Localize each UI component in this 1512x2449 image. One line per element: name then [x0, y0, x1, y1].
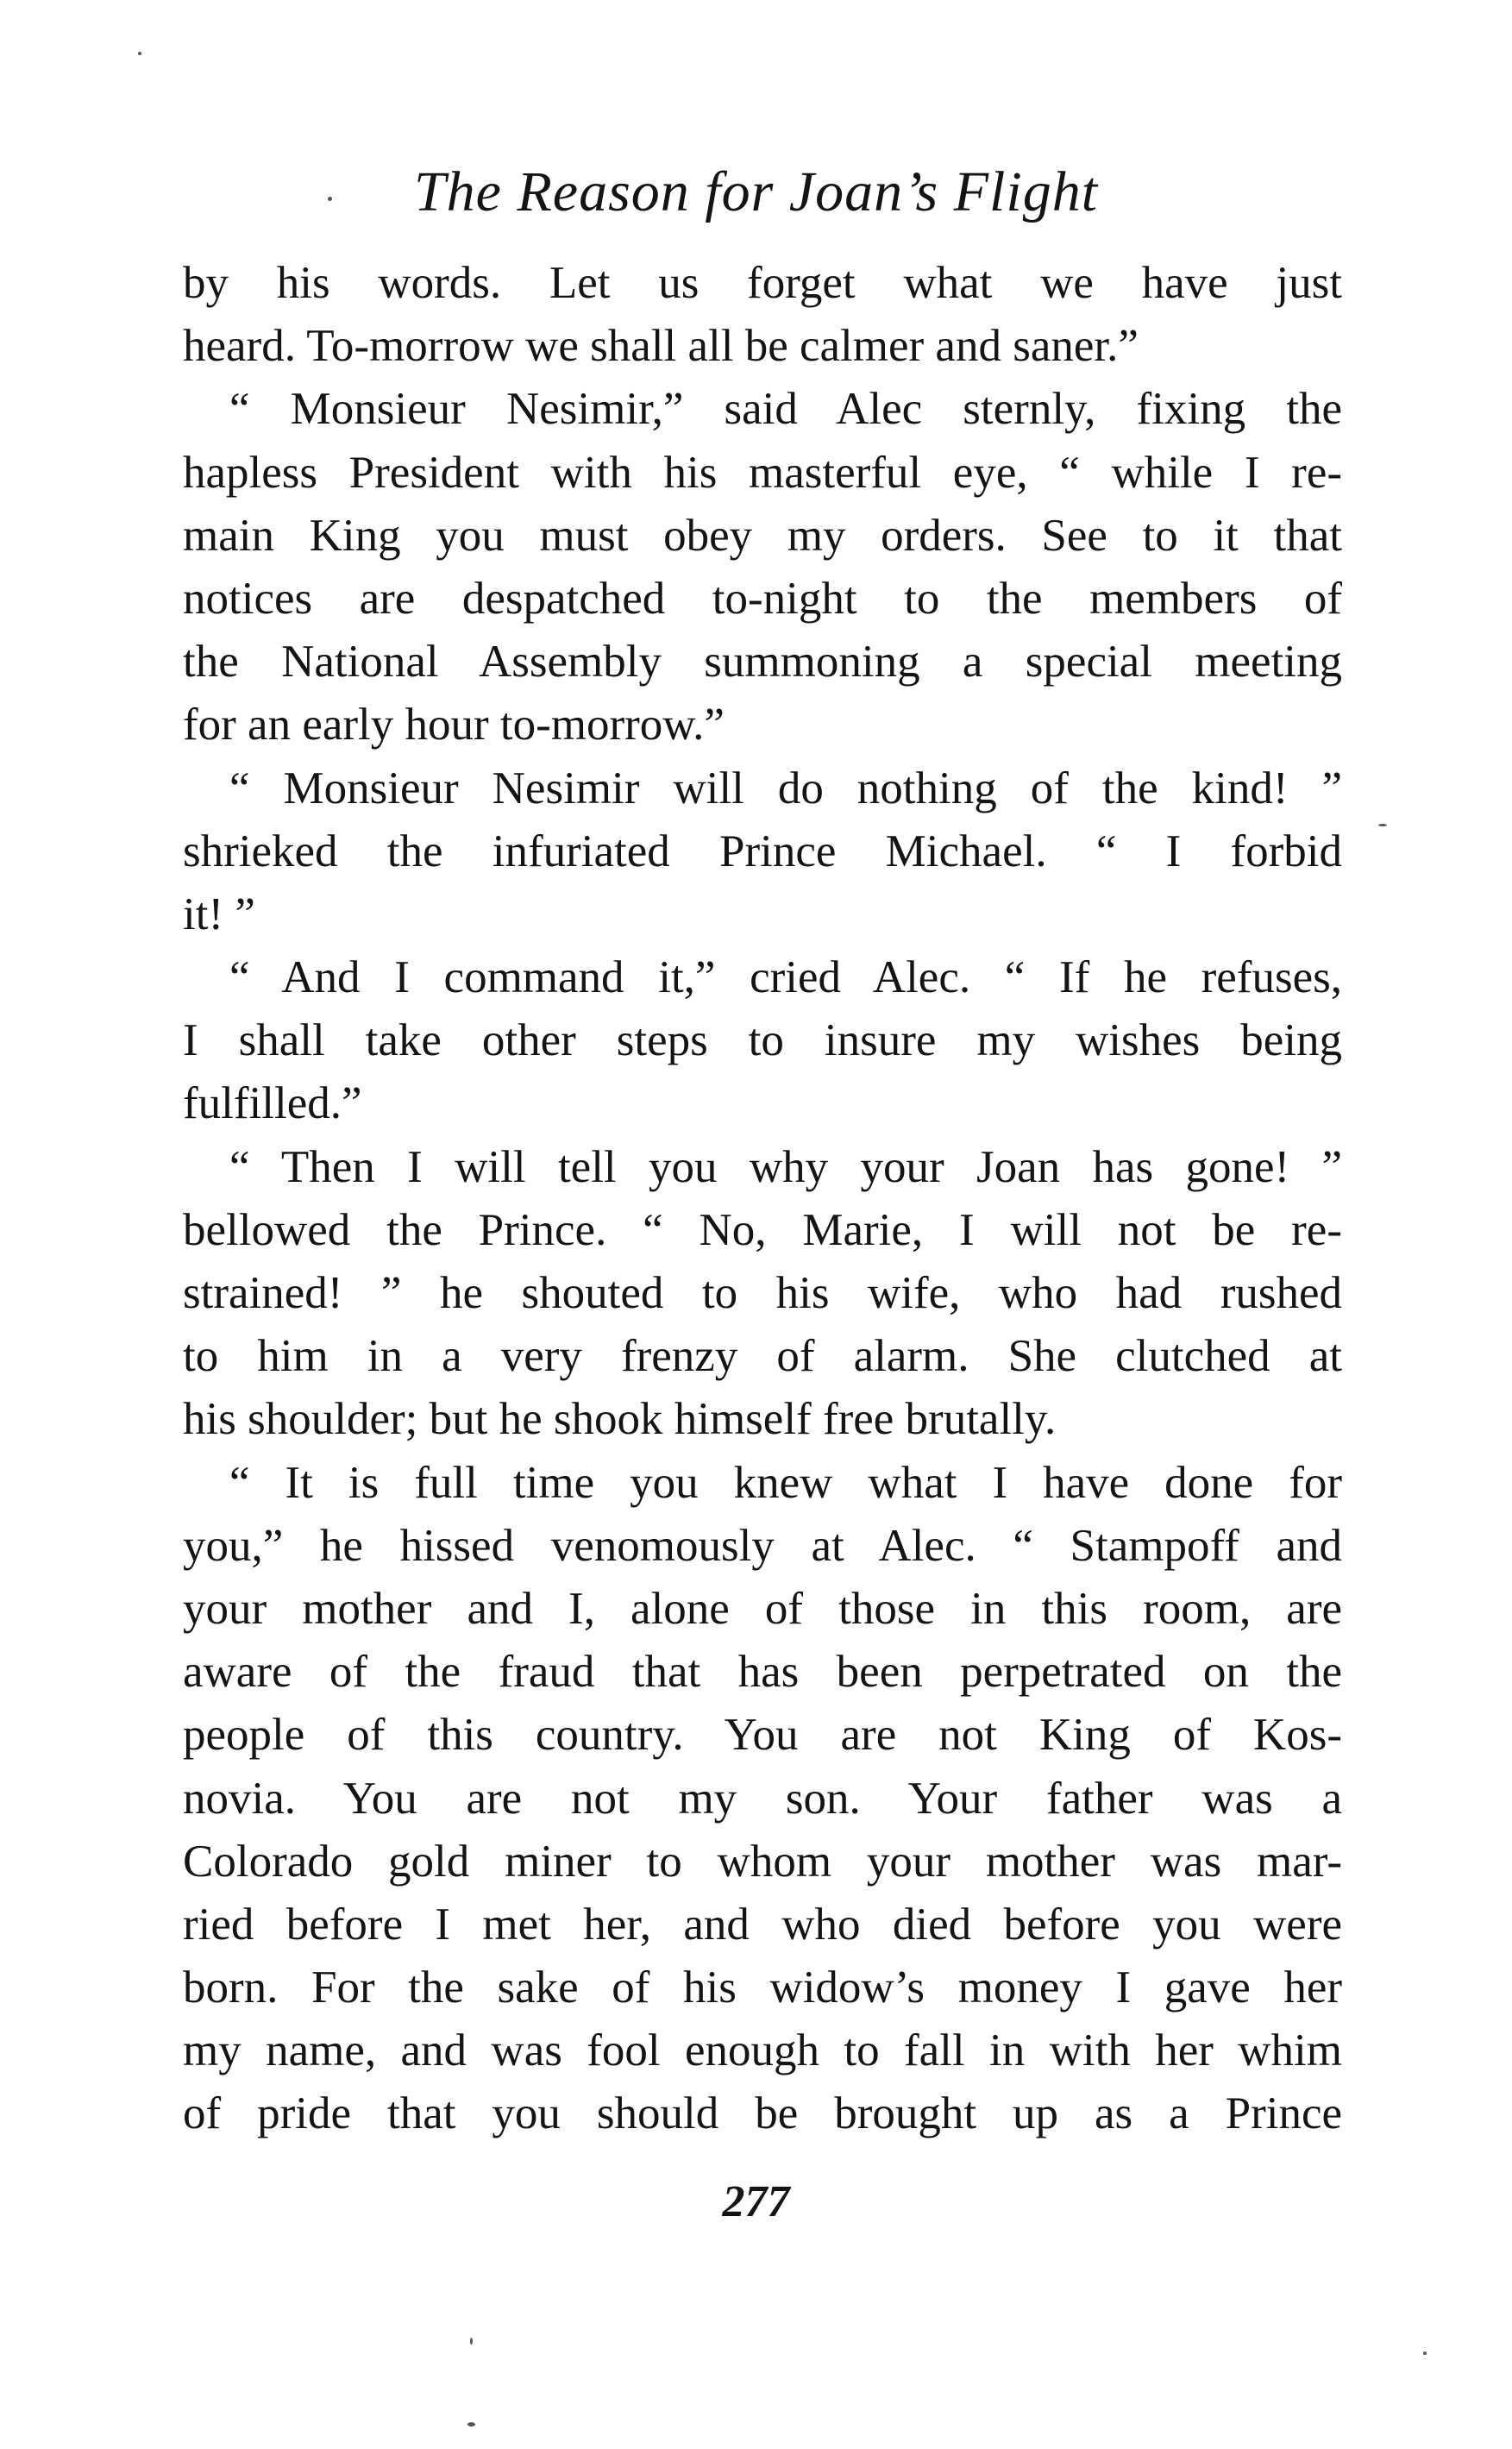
text-line: born. For the sake of his widow’s money I gave her [183, 1962, 1342, 2013]
text-line: “ It is full time you knew what I have done for [229, 1457, 1342, 1508]
text-line: “ And I command it,” cried Alec. “ If he refuses, [229, 952, 1342, 1003]
text-line: his shoulder; but he shook himself free brutally. [183, 1394, 1057, 1445]
text-line: “ Monsieur Nesimir will do nothing of the kind! ” [229, 763, 1342, 813]
text-line: shrieked the infuriated Prince Michael. “ I forbid [183, 826, 1342, 876]
text-line: by his words. Let us forget what we have just [183, 258, 1342, 308]
scan-speck [138, 52, 141, 55]
text-line: notices are despatched to-night to the members of [183, 573, 1342, 624]
text-line: novia. You are not my son. Your father was a [183, 1773, 1342, 1824]
text-line: bellowed the Prince. “ No, Marie, I will not be re- [183, 1204, 1342, 1255]
scan-speck [470, 2338, 473, 2345]
text-line: the National Assembly summoning a special meeting [183, 637, 1342, 688]
text-line: “ Then I will tell you why your Joan has gone! ” [229, 1141, 1342, 1192]
text-line: you,” he hissed venomously at Alec. “ Stampoff and [183, 1520, 1342, 1571]
text-line: of pride that you should be brought up as a Prince [183, 2088, 1342, 2139]
text-line: my name, and was fool enough to fall in with her whim [183, 2025, 1342, 2076]
text-line: “ Monsieur Nesimir,” said Alec sternly, fixing the [229, 384, 1342, 435]
scan-speck [467, 2422, 475, 2427]
text-line: people of this country. You are not King of Kos- [183, 1710, 1342, 1761]
text-line: I shall take other steps to insure my wishes being [183, 1015, 1342, 1066]
text-line: hapless President with his masterful eye, “ while I re- [183, 447, 1342, 498]
text-line: aware of the fraud that has been perpetrated on the [183, 1647, 1342, 1698]
scan-speck [328, 197, 332, 201]
text-line: fulfilled.” [183, 1078, 362, 1129]
text-line: your mother and I, alone of those in this room, are [183, 1583, 1342, 1634]
text-line: to him in a very frenzy of alarm. She clutched at [183, 1331, 1342, 1382]
text-line: strained! ” he shouted to his wife, who had rushed [183, 1268, 1342, 1318]
text-line: heard. To-morrow we shall all be calmer and saner.” [183, 321, 1139, 372]
running-head: The Reason for Joan’s Flight [413, 160, 1099, 223]
text-line: main King you must obey my orders. See to it that [183, 510, 1342, 561]
scan-speck [1378, 824, 1387, 826]
scan-speck [1423, 2352, 1427, 2355]
text-line: Colorado gold miner to whom your mother was mar- [183, 1836, 1342, 1887]
page-number: 277 [722, 2177, 790, 2226]
text-line: ried before I met her, and who died before you were [183, 1899, 1342, 1950]
text-line: for an early hour to-morrow.” [183, 700, 725, 750]
body-text [183, 252, 1342, 2146]
text-line: it! ” [183, 889, 255, 939]
